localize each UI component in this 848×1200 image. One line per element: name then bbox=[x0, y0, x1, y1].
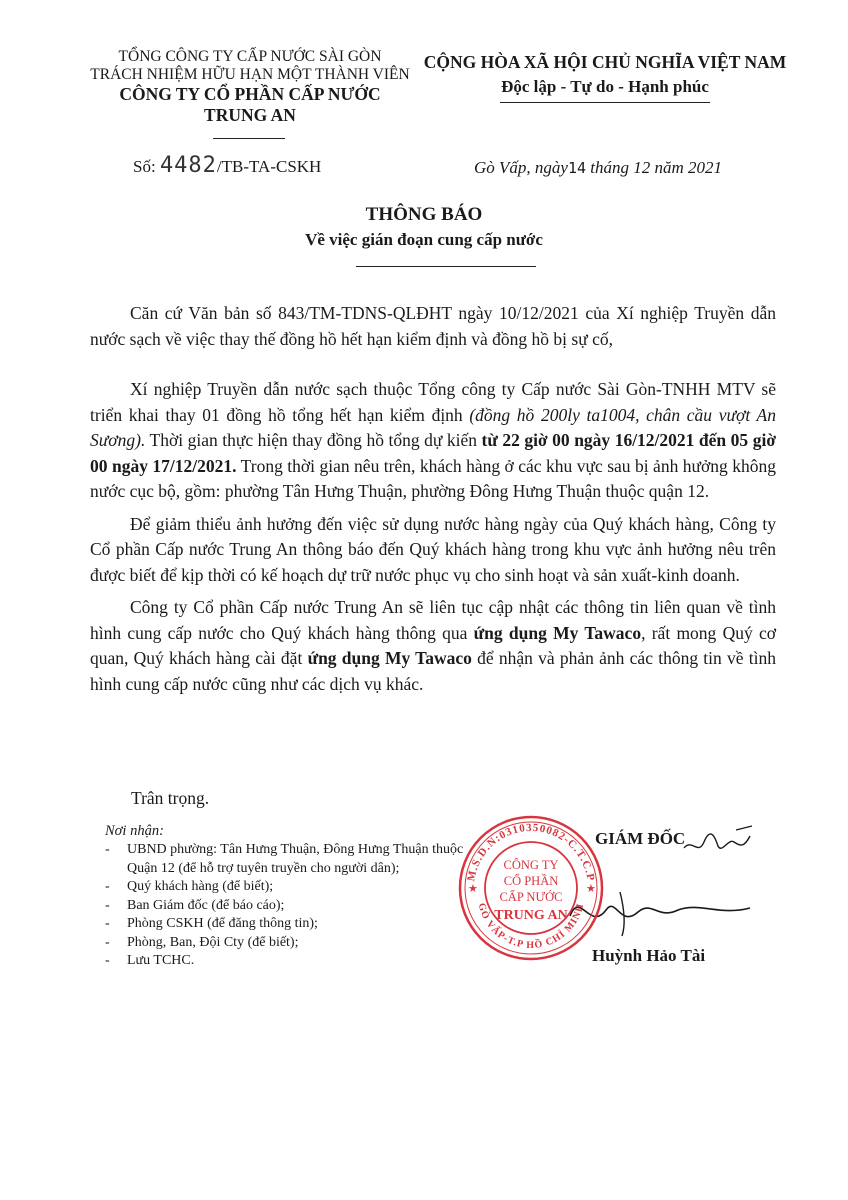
title-underline bbox=[356, 266, 536, 267]
recipients-label: Nơi nhận: bbox=[105, 823, 164, 839]
signature-scribble-small bbox=[680, 820, 760, 860]
recipients-block bbox=[105, 823, 490, 971]
recipient-item: - Lưu TCHC. bbox=[105, 952, 490, 971]
svg-text:GÒ VẤP-T.P HỒ CHÍ MINH: GÒ VẤP-T.P HỒ CHÍ MINH bbox=[475, 901, 587, 952]
paragraph-app-info bbox=[90, 595, 776, 697]
title-main: THÔNG BÁO bbox=[365, 204, 483, 225]
org-parent-line1: TỔNG CÔNG TY CẤP NƯỚC SÀI GÒN bbox=[118, 48, 382, 65]
svg-text:CÔNG TY: CÔNG TY bbox=[503, 858, 559, 872]
paragraph-advice: Để giảm thiểu ảnh hưởng đến việc sử dụng nước hàng ngày của Quý khách hàng, Công ty Cổ phần Cấp nước Trung An thông báo đến Quý khách hàng trong khu vực ảnh hưởng nêu trên được biết để kịp thời có kế hoạch dự trữ nước phục vụ cho sinh hoạt và sản xuất-kinh doanh. bbox=[90, 513, 776, 585]
document-title bbox=[224, 204, 624, 250]
announcement-text-c: Trong thời gian nêu trên, khách hàng ở các khu vực sau bị ảnh hưởng không nước cục bộ, gồm: phường Tân Hưng Thuận, phường Đông Hưng Thuận thuộc quận 12. bbox=[90, 455, 776, 501]
date-suffix: tháng 12 năm 2021 bbox=[590, 158, 723, 177]
announcement-text-a: Xí nghiệp Truyền dẫn nước sạch thuộc Tổng công ty Cấp nước Sài Gòn-TNHH MTV sẽ triển khai thay 01 đồng hồ tổng hết hạn kiểm định bbox=[90, 379, 776, 425]
national-name: CỘNG HÒA XÃ HỘI CHỦ NGHĨA VIỆT NAM bbox=[423, 52, 787, 72]
app-info-text-a: Công ty Cổ phần Cấp nước Trung An sẽ liên tục cập nhật các thông tin liên quan về tình hình cung cấp nước cho Quý khách hàng thông qua bbox=[90, 597, 776, 643]
app-info-text-b: , rất mong Quý cơ quan, Quý khách hàng cài đặt bbox=[90, 622, 776, 668]
app-name-1: ứng dụng My Tawaco bbox=[473, 622, 642, 643]
svg-text:TRUNG AN: TRUNG AN bbox=[494, 908, 568, 923]
svg-text:★: ★ bbox=[586, 883, 596, 895]
org-name-line2: TRUNG AN bbox=[204, 105, 296, 125]
org-name-line1: CÔNG TY CỔ PHẦN CẤP NƯỚC bbox=[119, 84, 381, 104]
recipient-item: - Phòng CSKH (để đăng thông tin); bbox=[105, 915, 490, 934]
organization-header bbox=[85, 48, 415, 126]
signer-name: Huỳnh Hảo Tài bbox=[592, 946, 706, 965]
closing-phrase: Trân trọng. bbox=[131, 788, 210, 808]
doc-number-handwritten: 4482 bbox=[159, 153, 217, 178]
svg-text:CỔ PHẦN: CỔ PHẦN bbox=[503, 874, 559, 888]
document-body bbox=[90, 301, 776, 697]
announcement-schedule: từ 22 giờ 00 ngày 16/12/2021 đến 05 giờ 00 ngày 17/12/2021. bbox=[90, 430, 777, 476]
announcement-text-b: Thời gian thực hiện thay đồng hồ tổng dự kiến bbox=[145, 430, 482, 450]
date-line bbox=[474, 158, 722, 178]
recipient-item: - Phòng, Ban, Đội Cty (để biết); bbox=[105, 934, 490, 953]
doc-number-suffix: /TB-TA-CSKH bbox=[216, 157, 322, 176]
svg-text:CẤP NƯỚC: CẤP NƯỚC bbox=[499, 890, 563, 904]
motto-underline bbox=[500, 102, 710, 103]
recipient-item: - Quý khách hàng (để biết); bbox=[105, 878, 490, 897]
national-motto bbox=[415, 52, 795, 97]
paragraph-announcement bbox=[90, 377, 776, 505]
svg-text:M.S.D.N:0310350082-C.T.C.P: M.S.D.N:0310350082-C.T.C.P bbox=[465, 821, 597, 883]
date-day-handwritten: 14 bbox=[567, 159, 587, 177]
recipients-list bbox=[105, 841, 490, 971]
announcement-meter-location: (đồng hồ 200ly ta1004, chân cầu vượt An Sương). bbox=[90, 404, 776, 450]
svg-text:★: ★ bbox=[468, 883, 478, 895]
org-underline bbox=[213, 138, 285, 139]
company-stamp bbox=[456, 813, 606, 963]
doc-number-prefix: Số: bbox=[133, 157, 156, 176]
org-parent-line2: TRÁCH NHIỆM HỮU HẠN MỘT THÀNH VIÊN bbox=[90, 66, 410, 83]
paragraph-legal-basis: Căn cứ Văn bản số 843/TM-TDNS-QLĐHT ngày 10/12/2021 của Xí nghiệp Truyền dẫn nước sạch về việc thay thế đồng hồ hết hạn kiểm định và đồng hồ bị sự cố, bbox=[90, 303, 776, 349]
recipient-item: - Ban Giám đốc (để báo cáo); bbox=[105, 897, 490, 916]
recipient-item: - UBND phường: Tân Hưng Thuận, Đông Hưng Thuận thuộc Quận 12 (để hỗ trợ tuyên truyền cho người dân); bbox=[105, 841, 490, 878]
national-motto-text: Độc lập - Tự do - Hạnh phúc bbox=[501, 77, 709, 96]
date-prefix: Gò Vấp, ngày bbox=[474, 158, 568, 177]
app-info-text-c: để nhận và phản ảnh các thông tin về tình hình cung cấp nước cũng như các dịch vụ khác. bbox=[90, 648, 777, 694]
document-number bbox=[133, 153, 321, 178]
app-name-2: ứng dụng My Tawaco bbox=[307, 648, 472, 668]
signer-position: GIÁM ĐỐC bbox=[595, 829, 686, 848]
title-subject: Về việc gián đoạn cung cấp nước bbox=[305, 230, 543, 249]
